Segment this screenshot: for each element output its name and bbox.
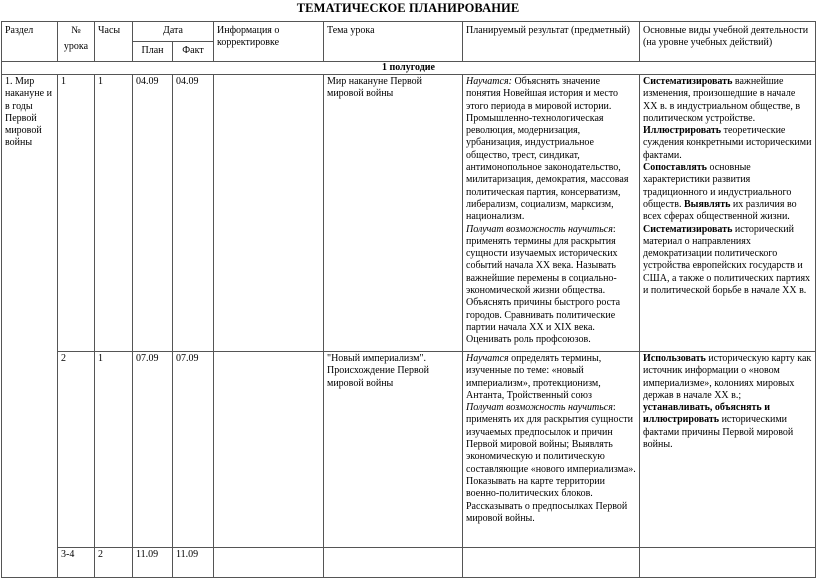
- header-lesson-number-word: урока: [63, 41, 89, 53]
- activity-text: историческую карту как источник информации о «новом империализме», колониях мировых держав в начале XX в.;: [643, 353, 812, 401]
- table-row: [2, 352, 816, 548]
- header-info: Информация о корректировке: [214, 22, 324, 62]
- result-learn-label: Научатся: [466, 353, 509, 364]
- header-lesson-number-symbol: №: [71, 25, 81, 36]
- planned-result: [463, 548, 640, 578]
- header-activities: Основные виды учебной деятельности (на уровне учебных действий): [640, 22, 816, 62]
- activity-text: важнейшие изменения, произошедшие в начале XX в. в индустриальном обществе, в политическом устройстве.: [643, 76, 801, 124]
- plan-date: 11.09: [133, 548, 173, 578]
- lesson-hours: 2: [95, 548, 133, 578]
- result-learn-text: определять термины, изученные по теме: «новый империализм», протекционизм, Антанта, Тройственный союз: [466, 353, 602, 401]
- fact-date: 11.09: [173, 548, 214, 578]
- result-opportunity-text: : применять их для раскрытия сущности изучаемых предпосылок и причин Первой мировой войны; Выявлять экономическую и политическую составляющие «нового империализма». Показывать на карте территории военно-политических блоков. Рассказывать о предпосылках Первой мировой войны.: [466, 402, 636, 524]
- result-opportunity-label: Получат возможность научиться: [466, 402, 613, 414]
- table-row: [2, 75, 816, 352]
- header-plan: План: [133, 42, 173, 62]
- header-date: Дата: [133, 22, 214, 42]
- learning-activities: [640, 548, 816, 578]
- half-year-label: 1 полугодие: [2, 62, 816, 75]
- lesson-number: 1: [58, 75, 95, 352]
- correction-info: [214, 548, 324, 578]
- learning-activities: [640, 75, 816, 352]
- activity-text: теоретические суждения конкретными историческими фактами.: [643, 125, 812, 161]
- lesson-number: 2: [58, 352, 95, 548]
- header-topic: Тема урока: [324, 22, 463, 62]
- planned-result: [463, 352, 640, 548]
- header-hours: Часы: [95, 22, 133, 62]
- fact-date: 07.09: [173, 352, 214, 548]
- header-row: [2, 22, 816, 42]
- header-result: Планируемый результат (предметный): [463, 22, 640, 62]
- activity-verb: Выявлять: [684, 198, 731, 210]
- lesson-hours: 1: [95, 352, 133, 548]
- section-name: 1. Мир накануне и в годы Первой мировой войны: [5, 76, 52, 149]
- activity-verb: Иллюстрировать: [643, 125, 722, 137]
- lesson-topic: "Новый империализм". Происхождение Первой мировой войны: [324, 352, 463, 548]
- correction-info: [214, 352, 324, 548]
- result-learn-text: Объяснять значение понятия Новейшая история и место этого периода в мировой истории. Промышленно-технологическая революция, модернизация, урбанизация, индустриальное общество, трест, синдикат, антимонопольное законодательство, милитаризация, демократия, массовая политическая партия, консерватизм, либерализм, социализм, марксизм, национализм.: [466, 76, 629, 223]
- result-opportunity-label: Получат возможность научиться: [466, 223, 613, 235]
- correction-info: [214, 75, 324, 352]
- activity-verb: устанавливать, объяснять и иллюстрировать: [643, 402, 770, 426]
- result-opportunity-text: : применять термины для раскрытия сущности изучаемых исторических событий начала XX века. Называть важнейшие перемены в социально-экономической жизни общества. Объяснять причины быстрого роста городов. Сравнивать политические партии начала XX и XIX века. Оценивать роль профсоюзов.: [466, 223, 621, 346]
- lesson-number: 3-4: [58, 548, 95, 578]
- result-learn-label: Научатся:: [466, 76, 512, 87]
- planned-result: [463, 75, 640, 352]
- activity-verb: Сопоставлять: [643, 162, 707, 174]
- activity-text: их различия во всех сферах общественной жизни.: [643, 198, 797, 223]
- plan-date: 04.09: [133, 75, 173, 352]
- page-title: ТЕМАТИЧЕСКОЕ ПЛАНИРОВАНИЕ: [296, 1, 520, 15]
- fact-date: 04.09: [173, 75, 214, 352]
- planning-table: [1, 21, 816, 578]
- activity-text: исторический материал о направлениях демократизации политического устройства европейских государств и США, а также о политических партиях и политической борьбе в начале XX в.: [643, 223, 811, 297]
- activity-text: основные характеристики развития традиционного и индустриального обществ.: [643, 162, 792, 210]
- header-section: Раздел: [2, 22, 58, 62]
- activity-verb: Систематизировать: [643, 76, 733, 87]
- header-fact: Факт: [173, 42, 214, 62]
- activity-text: историческими фактами причины Первой мировой войны.: [643, 414, 794, 451]
- table-row: [2, 548, 816, 578]
- plan-date: 07.09: [133, 352, 173, 548]
- lesson-hours: 1: [95, 75, 133, 352]
- learning-activities: [640, 352, 816, 548]
- half-year-row: [2, 62, 816, 75]
- header-lesson-number: [58, 22, 95, 62]
- lesson-topic: Мир накануне Первой мировой войны: [324, 75, 463, 352]
- section-cell: [2, 75, 58, 578]
- activity-verb: Систематизировать: [643, 223, 733, 235]
- activity-verb: Использовать: [643, 353, 706, 364]
- lesson-topic: [324, 548, 463, 578]
